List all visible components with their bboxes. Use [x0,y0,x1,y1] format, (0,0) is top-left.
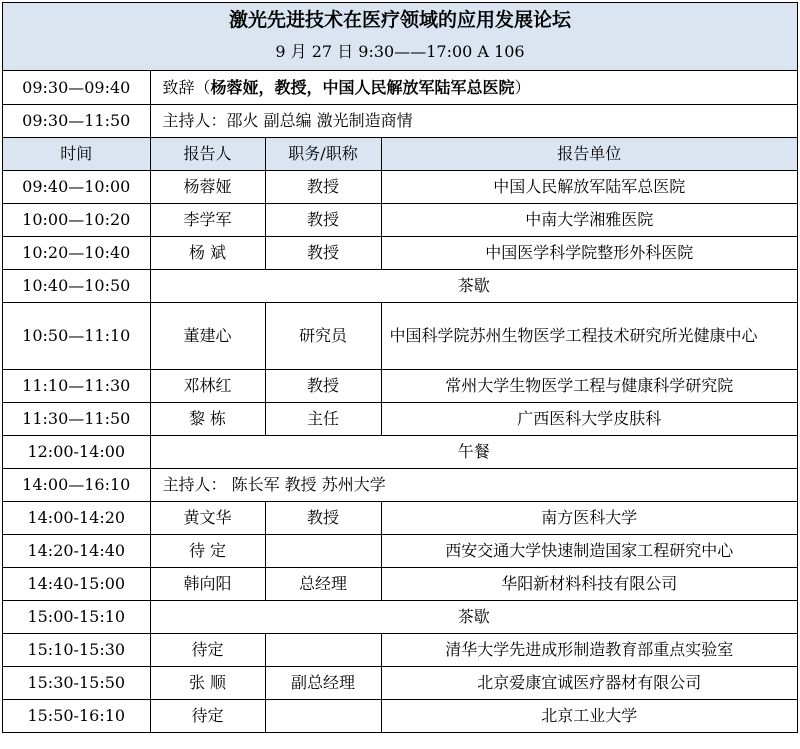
org-cell: 西安交通大学快速制造国家工程研究中心 [381,534,797,567]
speaker-cell: 待定 [150,699,265,732]
opening-remarks: 致辞（杨蓉娅，教授，中国人民解放军陆军总医院） [150,71,797,104]
column-header-row [3,137,797,170]
table-row [3,567,797,600]
title-cell [265,534,381,567]
title-cell: 主任 [265,402,381,435]
session-host-row [3,468,797,501]
time-cell: 15:10-15:30 [3,633,150,666]
title-cell: 教授 [265,236,381,269]
table-row [3,501,797,534]
speaker-cell: 黄文华 [150,501,265,534]
speaker-cell: 杨蓉娅 [150,170,265,203]
table-row [3,236,797,269]
org-cell: 中国科学院苏州生物医学工程技术研究所光健康中心 [381,302,797,369]
title-cell [265,699,381,732]
table-row [3,203,797,236]
speaker-cell: 黎 栋 [150,402,265,435]
speaker-cell: 董建心 [150,302,265,369]
speaker-cell: 张 顺 [150,666,265,699]
time-cell: 15:30-15:50 [3,666,150,699]
time-cell: 10:50—11:10 [3,302,150,369]
forum-date-venue: 9 月 27 日 9:30——17:00 A 106 [275,42,525,61]
time-cell: 11:10—11:30 [3,369,150,402]
break-row [3,600,797,633]
title-cell: 总经理 [265,567,381,600]
break-row [3,269,797,302]
time-cell: 14:20-14:40 [3,534,150,567]
time-cell: 14:00-14:20 [3,501,150,534]
title-cell: 教授 [265,170,381,203]
org-cell: 南方医科大学 [381,501,797,534]
org-cell: 清华大学先进成形制造教育部重点实验室 [381,633,797,666]
table-row [3,699,797,732]
org-cell: 华阳新材料科技有限公司 [381,567,797,600]
time-cell: 15:00-15:10 [3,600,150,633]
speaker-cell: 李学军 [150,203,265,236]
org-cell: 北京爱康宜诚医疗器材有限公司 [381,666,797,699]
table-row [3,170,797,203]
break-label: 茶歇 [150,600,797,633]
time-cell: 12:00-14:00 [3,435,150,468]
time-cell: 10:00—10:20 [3,203,150,236]
session-host: 主持人： 陈长军 教授 苏州大学 [150,468,797,501]
title-cell: 研究员 [265,302,381,369]
table-row [3,534,797,567]
table-row [3,369,797,402]
table-row [3,402,797,435]
table-row [3,302,797,369]
org-cell: 中国医学科学院整形外科医院 [381,236,797,269]
time-cell: 09:30—11:50 [3,104,150,137]
speaker-cell: 韩向阳 [150,567,265,600]
time-cell: 14:40-15:00 [3,567,150,600]
lunch-row [3,435,797,468]
title-cell: 副总经理 [265,666,381,699]
speaker-cell: 待 定 [150,534,265,567]
column-header-speaker: 报告人 [150,137,265,170]
schedule-table [3,71,797,732]
lunch-label: 午餐 [150,435,797,468]
table-row [3,666,797,699]
org-cell: 中国人民解放军陆军总医院 [381,170,797,203]
schedule-document [2,2,798,733]
title-cell: 教授 [265,369,381,402]
time-cell: 11:30—11:50 [3,402,150,435]
time-cell: 09:30—09:40 [3,71,150,104]
org-cell: 中南大学湘雅医院 [381,203,797,236]
break-label: 茶歇 [150,269,797,302]
session-host-row [3,104,797,137]
time-cell: 15:50-16:10 [3,699,150,732]
title-cell: 教授 [265,203,381,236]
session-host: 主持人：邵火 副总编 激光制造商情 [150,104,797,137]
opening-row [3,71,797,104]
org-cell: 常州大学生物医学工程与健康科学研究院 [381,369,797,402]
column-header-org: 报告单位 [381,137,797,170]
column-header-title: 职务/职称 [265,137,381,170]
title-cell: 教授 [265,501,381,534]
speaker-cell: 杨 斌 [150,236,265,269]
time-cell: 10:40—10:50 [3,269,150,302]
table-row [3,633,797,666]
time-cell: 09:40—10:00 [3,170,150,203]
time-cell: 10:20—10:40 [3,236,150,269]
speaker-cell: 邓林红 [150,369,265,402]
time-cell: 14:00—16:10 [3,468,150,501]
title-cell [265,633,381,666]
org-cell: 北京工业大学 [381,699,797,732]
column-header-time: 时间 [3,137,150,170]
speaker-cell: 待定 [150,633,265,666]
org-cell: 广西医科大学皮肤科 [381,402,797,435]
schedule-header [3,3,797,71]
forum-title: 激光先进技术在医疗领域的应用发展论坛 [228,9,571,31]
